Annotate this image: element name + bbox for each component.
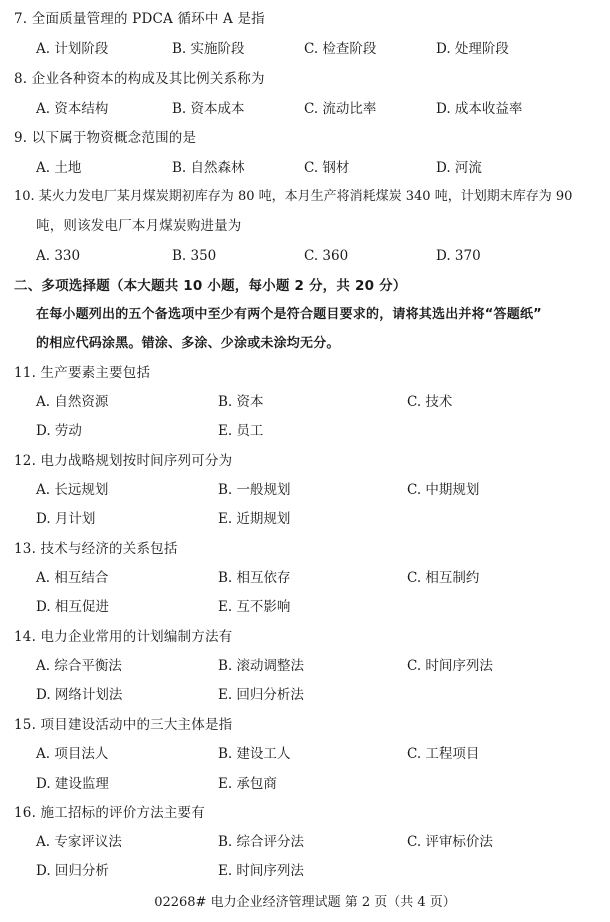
question-10-stem-line-1: 10. 某火力发电厂某月煤炭期初库存为 80 吨，本月生产将消耗煤炭 340 吨，计划期末库存为 90: [14, 189, 573, 204]
question-12-option-b: B. 一般规划: [218, 482, 291, 498]
question-11-option-b: B. 资本: [218, 394, 264, 410]
question-7-option-a: A. 计划阶段: [36, 41, 109, 57]
question-10-option-b: B. 350: [172, 248, 217, 264]
question-12-option-c: C. 中期规划: [407, 482, 480, 498]
question-10-option-d: D. 370: [436, 248, 481, 264]
question-15-stem: 15. 项目建设活动中的三大主体是指: [14, 717, 233, 733]
question-16-option-a: A. 专家评议法: [36, 834, 122, 850]
question-10-option-c: C. 360: [304, 248, 349, 264]
question-14-option-a: A. 综合平衡法: [36, 658, 122, 674]
question-9-stem: 9. 以下属于物资概念范围的是: [14, 130, 197, 146]
question-12-stem: 12. 电力战略规划按时间序列可分为: [14, 453, 233, 469]
question-15-option-a: A. 项目法人: [36, 746, 109, 762]
question-16-option-b: B. 综合评分法: [218, 834, 305, 850]
question-9-option-d: D. 河流: [436, 160, 482, 176]
question-10-stem-line-2: 吨，则该发电厂本月煤炭购进量为: [36, 218, 242, 234]
question-14-option-e: E. 回归分析法: [218, 687, 304, 703]
question-13-stem: 13. 技术与经济的关系包括: [14, 541, 178, 557]
question-12-option-d: D. 月计划: [36, 511, 96, 527]
question-8-option-d: D. 成本收益率: [436, 101, 523, 117]
question-15-option-b: B. 建设工人: [218, 746, 291, 762]
question-16-stem: 16. 施工招标的评价方法主要有: [14, 805, 205, 821]
question-11-option-a: A. 自然资源: [36, 394, 109, 410]
question-16-option-e: E. 时间序列法: [218, 863, 304, 879]
question-15-option-e: E. 承包商: [218, 776, 277, 792]
question-7-option-b: B. 实施阶段: [172, 41, 245, 57]
question-11-option-c: C. 技术: [407, 394, 453, 410]
section-2-instruction-line-2: 的相应代码涂黑。错涂、多涂、少涂或未涂均无分。: [36, 336, 340, 351]
question-8-stem: 8. 企业各种资本的构成及其比例关系称为: [14, 71, 265, 87]
question-8-option-c: C. 流动比率: [304, 101, 377, 117]
section-2-heading: 二、多项选择题（本大题共 10 小题，每小题 2 分，共 20 分）: [14, 278, 407, 294]
question-11-option-e: E. 员工: [218, 423, 264, 439]
question-13-option-c: C. 相互制约: [407, 570, 480, 586]
question-9-option-b: B. 自然森林: [172, 160, 245, 176]
question-9-option-a: A. 土地: [36, 160, 82, 176]
question-7-option-c: C. 检查阶段: [304, 41, 377, 57]
question-9-option-c: C. 钢材: [304, 160, 350, 176]
question-15-option-d: D. 建设监理: [36, 776, 109, 792]
question-7-option-d: D. 处理阶段: [436, 41, 509, 57]
question-8-option-a: A. 资本结构: [36, 101, 109, 117]
question-13-option-a: A. 相互结合: [36, 570, 109, 586]
page-footer: 02268# 电力企业经济管理试题 第 2 页（共 4 页）: [154, 895, 456, 910]
question-14-option-d: D. 网络计划法: [36, 687, 123, 703]
question-10-option-a: A. 330: [36, 248, 81, 264]
question-11-option-d: D. 劳动: [36, 423, 82, 439]
section-2-instruction-line-1: 在每小题列出的五个备选项中至少有两个是符合题目要求的，请将其选出并将“答题纸”: [36, 307, 542, 322]
question-16-option-d: D. 回归分析: [36, 863, 109, 879]
question-14-option-b: B. 滚动调整法: [218, 658, 305, 674]
question-13-option-e: E. 互不影响: [218, 599, 291, 615]
question-13-option-b: B. 相互依存: [218, 570, 291, 586]
question-12-option-a: A. 长远规划: [36, 482, 109, 498]
question-16-option-c: C. 评审标价法: [407, 834, 493, 850]
question-15-option-c: C. 工程项目: [407, 746, 480, 762]
question-7-stem: 7. 全面质量管理的 PDCA 循环中 A 是指: [14, 11, 265, 27]
question-8-option-b: B. 资本成本: [172, 101, 245, 117]
question-14-option-c: C. 时间序列法: [407, 658, 493, 674]
question-12-option-e: E. 近期规划: [218, 511, 291, 527]
question-14-stem: 14. 电力企业常用的计划编制方法有: [14, 629, 233, 645]
question-11-stem: 11. 生产要素主要包括: [14, 365, 151, 381]
question-13-option-d: D. 相互促进: [36, 599, 109, 615]
